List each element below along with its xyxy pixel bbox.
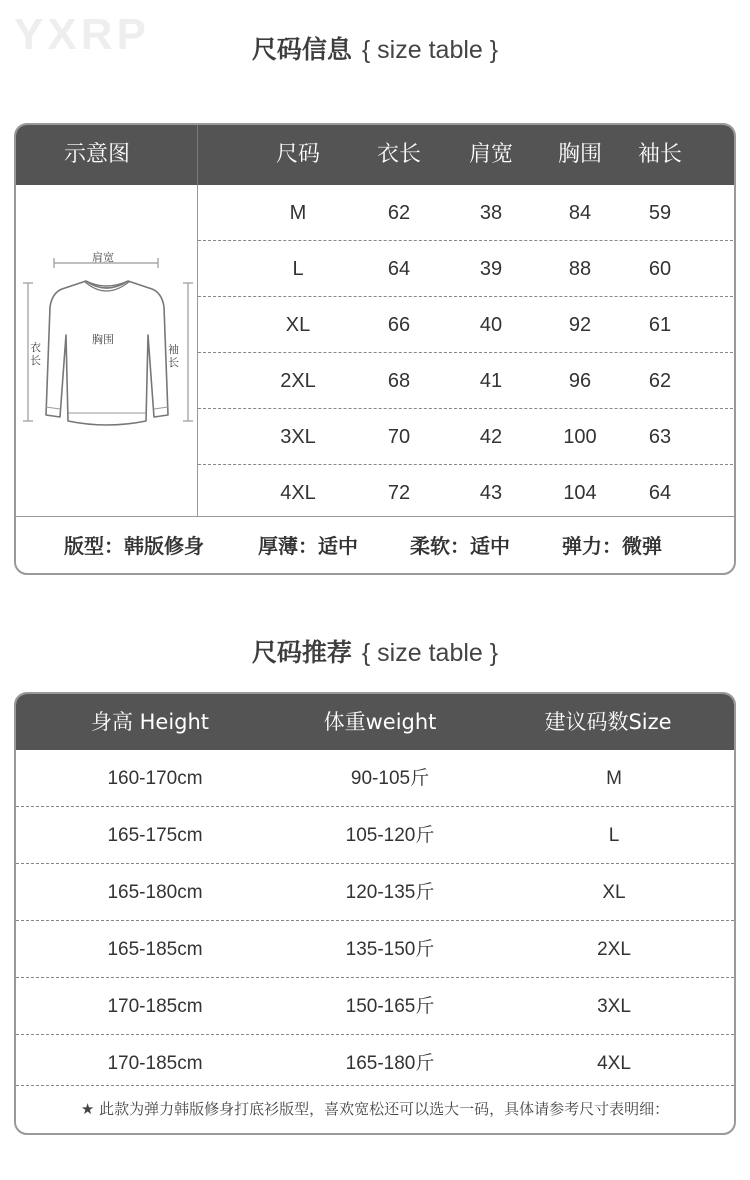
header-chest: 胸围 <box>557 142 603 167</box>
diagram-label-shoulder: 肩宽 <box>92 251 114 264</box>
cell-length: 70 <box>387 426 411 448</box>
cell-size: 4XL <box>597 1053 631 1074</box>
garment-diagram <box>16 185 198 516</box>
size-row <box>198 353 736 409</box>
cell-size: M <box>289 202 307 224</box>
cell-size: XL <box>285 314 311 336</box>
rec-row <box>16 921 734 978</box>
size-row <box>198 241 736 297</box>
rec-row <box>16 978 734 1035</box>
cell-sleeve: 62 <box>648 370 672 392</box>
rec-row <box>16 864 734 921</box>
header-height: 身高 Height <box>90 710 210 734</box>
cell-size: XL <box>602 882 626 903</box>
size-info-title-en: { size table } <box>361 36 499 64</box>
cell-size: L <box>292 258 304 280</box>
cell-chest: 84 <box>568 202 592 224</box>
size-row <box>198 185 736 241</box>
cell-length: 62 <box>387 202 411 224</box>
cell-sleeve: 61 <box>648 314 672 336</box>
header-length: 衣长 <box>376 142 422 167</box>
cell-shoulder: 41 <box>479 370 503 392</box>
size-rec-header-row <box>16 694 734 750</box>
cell-weight: 135-150斤 <box>345 939 435 960</box>
rec-row <box>16 807 734 864</box>
cell-height: 170-185cm <box>107 996 203 1017</box>
cell-chest: 96 <box>568 370 592 392</box>
cell-chest: 100 <box>563 426 597 448</box>
size-info-title-cn: 尺码信息 <box>251 35 352 64</box>
cell-height: 170-185cm <box>107 1053 203 1074</box>
size-rec-title-cn: 尺码推荐 <box>251 638 352 667</box>
cell-size: 2XL <box>280 370 316 392</box>
cell-size: 3XL <box>597 996 631 1017</box>
cell-weight: 90-105斤 <box>350 768 430 789</box>
cell-sleeve: 63 <box>648 426 672 448</box>
header-sleeve: 袖长 <box>637 142 683 167</box>
rec-row <box>16 750 734 807</box>
cell-height: 165-185cm <box>107 939 203 960</box>
cell-length: 64 <box>387 258 411 280</box>
size-info-table <box>14 123 736 575</box>
fit-note: ★ 此款为弹力韩版修身打底衫版型，喜欢宽松还可以选大一码，具体请参考尺寸表明细： <box>80 1100 670 1118</box>
cell-chest: 92 <box>568 314 592 336</box>
size-info-header-row <box>16 125 734 185</box>
diagram-label-sleeve: 袖长 <box>168 343 179 369</box>
cell-weight: 150-165斤 <box>345 996 435 1017</box>
cell-length: 68 <box>387 370 411 392</box>
size-row <box>198 297 736 353</box>
cell-length: 72 <box>387 482 411 504</box>
cell-sleeve: 59 <box>648 202 672 224</box>
fabric-features <box>16 516 734 575</box>
feature-thickness: 厚薄：适中 <box>258 534 358 558</box>
cell-chest: 104 <box>563 482 597 504</box>
cell-size: 4XL <box>280 482 316 504</box>
header-size: 尺码 <box>275 142 321 167</box>
header-divider <box>197 125 198 185</box>
cell-shoulder: 38 <box>479 202 503 224</box>
cell-height: 160-170cm <box>107 768 203 789</box>
cell-height: 165-180cm <box>107 882 203 903</box>
size-row <box>198 409 736 465</box>
cell-size: 3XL <box>280 426 316 448</box>
feature-elasticity: 弹力：微弹 <box>562 534 662 558</box>
size-row <box>198 465 736 521</box>
cell-weight: 165-180斤 <box>345 1053 435 1074</box>
cell-weight: 105-120斤 <box>345 825 435 846</box>
cell-chest: 88 <box>568 258 592 280</box>
cell-shoulder: 42 <box>479 426 503 448</box>
feature-softness: 柔软：适中 <box>410 534 510 558</box>
cell-size: M <box>606 768 622 789</box>
header-suggested-size: 建议码数Size <box>544 710 672 734</box>
header-shoulder: 肩宽 <box>468 142 514 167</box>
cell-length: 66 <box>387 314 411 336</box>
cell-shoulder: 40 <box>479 314 503 336</box>
watermark: YXRP <box>14 10 150 59</box>
rec-row <box>16 1035 734 1086</box>
size-rec-table <box>14 692 736 1135</box>
cell-size: 2XL <box>597 939 631 960</box>
cell-size: L <box>608 825 620 846</box>
cell-weight: 120-135斤 <box>345 882 435 903</box>
cell-shoulder: 43 <box>479 482 503 504</box>
cell-shoulder: 39 <box>479 258 503 280</box>
header-weight: 体重weight <box>323 710 437 734</box>
size-rec-title-en: { size table } <box>361 639 499 667</box>
header-diagram: 示意图 <box>64 142 131 167</box>
cell-sleeve: 60 <box>648 258 672 280</box>
size-rec-title <box>0 633 750 669</box>
cell-sleeve: 64 <box>648 482 672 504</box>
diagram-label-length: 衣长 <box>30 341 41 367</box>
feature-fit: 版型：韩版修身 <box>64 534 204 558</box>
size-info-title <box>0 30 750 66</box>
diagram-label-chest: 胸围 <box>92 333 114 346</box>
cell-height: 165-175cm <box>107 825 203 846</box>
